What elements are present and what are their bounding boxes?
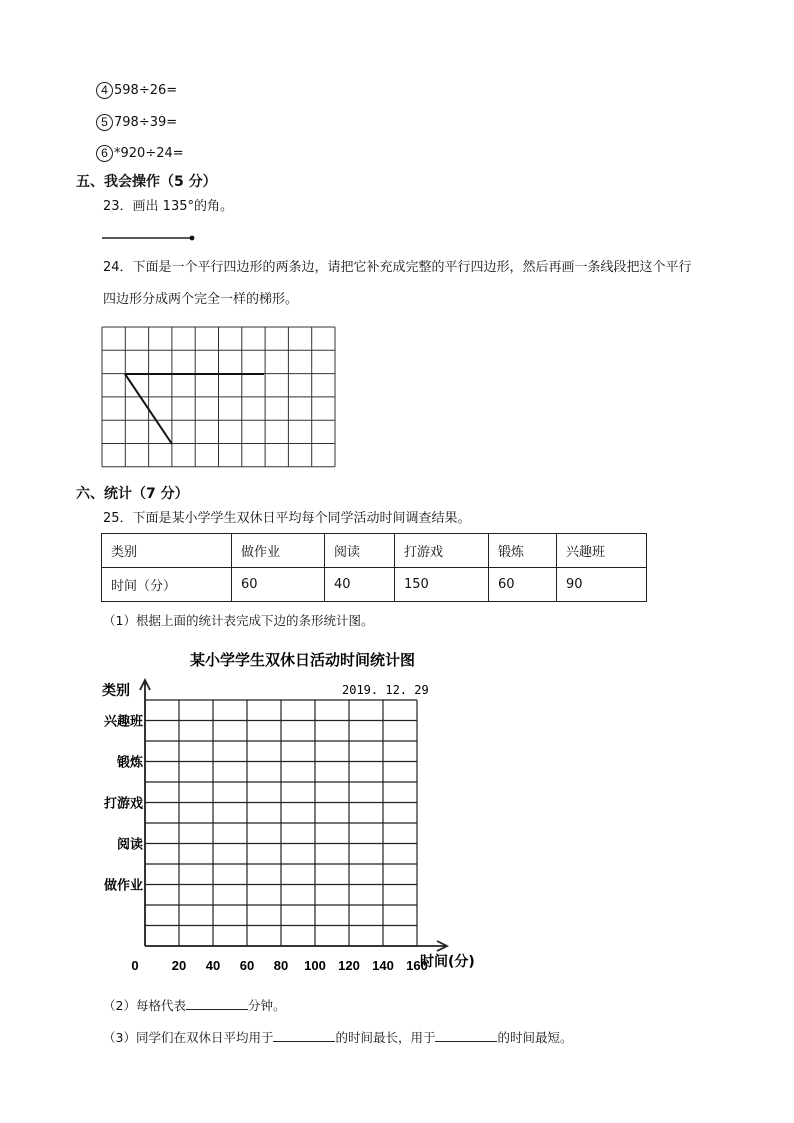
chart-category-label: 锻炼 (116, 755, 143, 771)
calc-item-6 (96, 145, 184, 162)
sub2-prefix: （2）每格代表 (103, 998, 186, 1013)
chart-category-label: 阅读 (116, 837, 143, 853)
chart-x-tick-label: 100 (304, 958, 326, 973)
table-cell: 90 (557, 568, 647, 602)
angle-ray-figure (100, 230, 200, 244)
table-cell: 60 (232, 568, 325, 602)
y-axis-label: 类别 (102, 683, 130, 699)
calc-item-4 (96, 82, 177, 99)
table-cell: 阅读 (325, 534, 395, 568)
circle-number: 4 (96, 82, 113, 99)
chart-x-tick-label: 60 (239, 958, 255, 973)
sub2-suffix: 分钟。 (247, 998, 286, 1013)
table-cell: 做作业 (232, 534, 325, 568)
circle-number: 6 (96, 145, 113, 162)
section-6-title: 六、统计（7 分） (76, 486, 189, 502)
table-cell: 时间（分） (102, 568, 232, 602)
chart-category-label: 做作业 (103, 878, 143, 894)
sub3-prefix: （3）同学们在双休日平均用于 (103, 1030, 274, 1045)
calc-expression: 798÷39= (114, 115, 178, 130)
calc-expression: 598÷26= (114, 83, 178, 98)
ray-vertex-dot (190, 236, 195, 241)
chart-x-tick-label: 80 (273, 958, 289, 973)
answer-blank[interactable] (273, 1029, 335, 1042)
chart-x-tick-label: 40 (205, 958, 221, 973)
chart-x-tick-label: 20 (171, 958, 187, 973)
chart-category-label: 打游戏 (103, 796, 143, 812)
table-cell: 锻炼 (489, 534, 557, 568)
bar-chart (90, 640, 510, 980)
table-cell: 150 (395, 568, 489, 602)
circle-number: 5 (96, 114, 113, 131)
sub3-middle: 的时间最长，用于 (335, 1030, 436, 1045)
table-cell: 60 (489, 568, 557, 602)
chart-date: 2019. 12. 29 (342, 683, 429, 697)
sub-question-1: （1）根据上面的统计表完成下边的条形统计图。 (103, 613, 374, 628)
chart-x-tick-label: 0 (131, 958, 139, 973)
chart-category-label: 兴趣班 (103, 714, 143, 730)
question-24-line2: 四边形分成两个完全一样的梯形。 (103, 292, 299, 307)
table-row (102, 568, 647, 602)
chart-x-tick-label: 140 (372, 958, 394, 973)
calc-expression: *920÷24= (114, 146, 184, 161)
parallelogram-grid (101, 326, 337, 470)
sub-question-2 (103, 996, 285, 1014)
chart-title: 某小学学生双休日活动时间统计图 (190, 651, 416, 669)
table-cell: 类别 (102, 534, 232, 568)
sub3-suffix: 的时间最短。 (497, 1030, 573, 1045)
chart-x-tick-label: 160 (406, 958, 428, 973)
question-23: 23．画出 135°的角。 (103, 199, 233, 214)
table-cell: 兴趣班 (557, 534, 647, 568)
section-5-title: 五、我会操作（5 分） (76, 174, 217, 190)
table-cell: 40 (325, 568, 395, 602)
question-24-line1: 24．下面是一个平行四边形的两条边，请把它补充成完整的平行四边形，然后再画一条线段把这个平行 (103, 260, 692, 275)
answer-blank[interactable] (186, 997, 248, 1010)
stat-table (101, 533, 647, 602)
chart-x-tick-label: 120 (338, 958, 360, 973)
question-25: 25．下面是某小学学生双休日平均每个同学活动时间调查结果。 (103, 511, 471, 526)
table-cell: 打游戏 (395, 534, 489, 568)
table-header-row (102, 534, 647, 568)
calc-item-5 (96, 114, 177, 131)
sub-question-3 (103, 1028, 573, 1046)
x-axis-label: 时间(分) (420, 954, 475, 970)
answer-blank[interactable] (435, 1029, 497, 1042)
